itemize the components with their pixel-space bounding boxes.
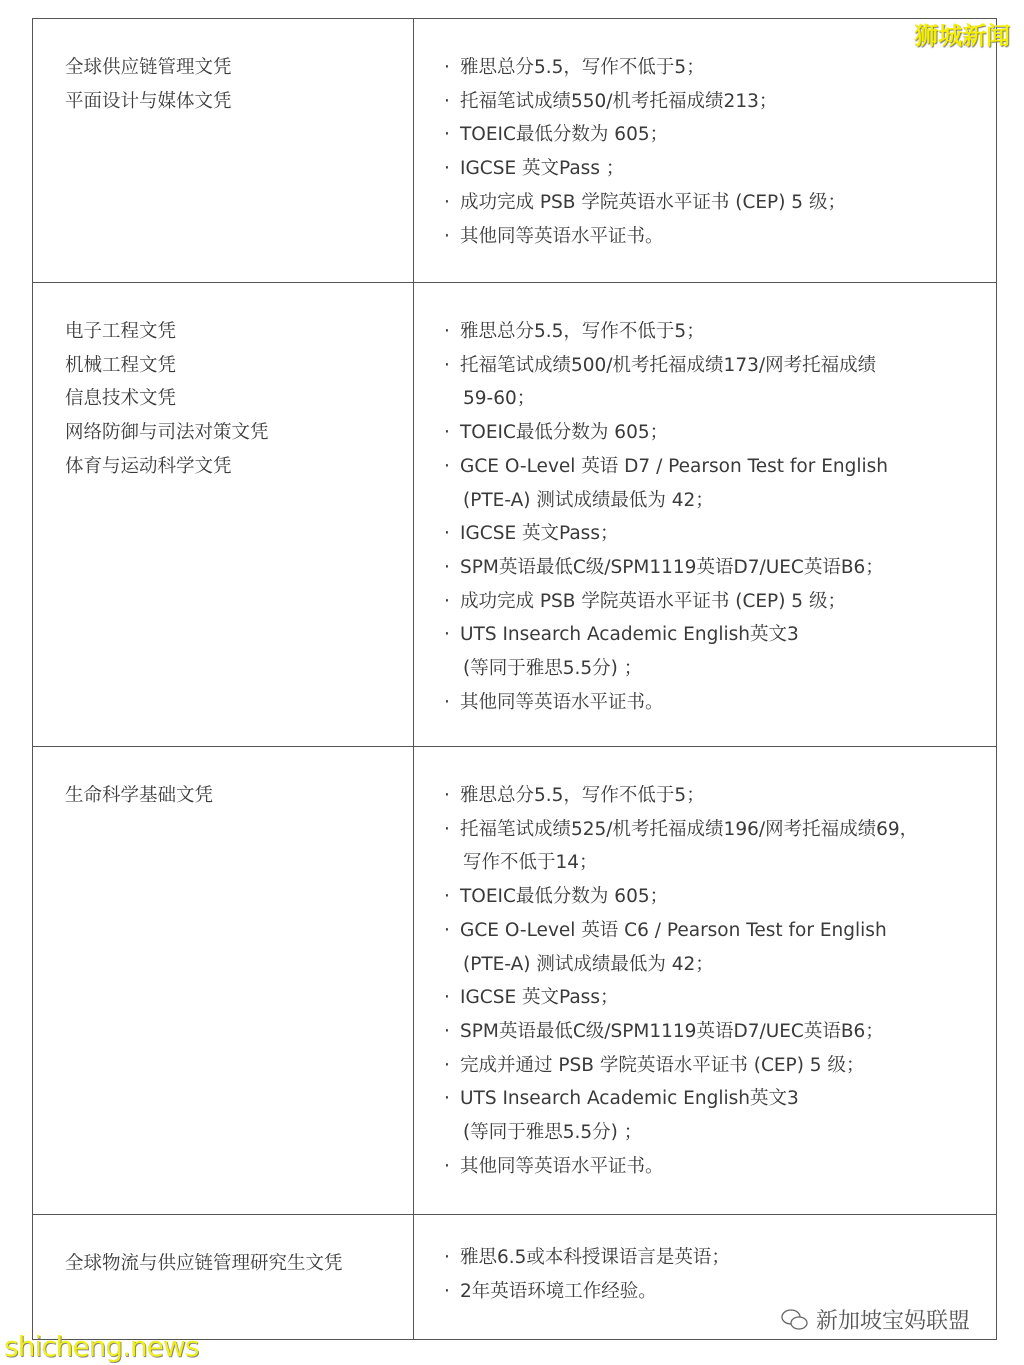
requirement-item xyxy=(444,1049,996,1083)
bullet: · xyxy=(444,886,450,908)
requirement-item xyxy=(444,349,996,416)
requirement-text xyxy=(460,779,996,813)
bullet: · xyxy=(444,1155,450,1177)
requirement-text xyxy=(460,1082,996,1149)
program-name: 信息技术文凭 xyxy=(65,388,177,410)
requirement-item xyxy=(444,152,996,186)
bullet: · xyxy=(444,57,450,78)
program-name: 电子工程文凭 xyxy=(65,321,177,342)
program-name: 机械工程文凭 xyxy=(65,354,177,376)
requirement-item xyxy=(444,220,996,254)
wechat-icon xyxy=(780,1307,810,1333)
bullet: · xyxy=(444,321,450,342)
requirement-text xyxy=(460,186,996,220)
requirement-line: IGCSE 英文Pass； xyxy=(460,987,619,1009)
requirement-line: GCE O-Level 英语 D7 / Pearson Test for English xyxy=(460,455,888,477)
requirement-line: 写作不低于14； xyxy=(463,852,598,874)
requirement-line: SPM英语最低C级/SPM1119英语D7/UEC英语B6； xyxy=(460,556,884,578)
table-row xyxy=(33,747,997,1215)
requirement-line: 雅思总分5.5，写作不低于5； xyxy=(460,785,705,806)
requirement-item xyxy=(444,1241,996,1275)
requirement-text xyxy=(460,981,996,1015)
requirement-line: (等同于雅思5.5分) ； xyxy=(463,658,643,680)
requirement-item xyxy=(444,880,996,914)
requirement-text xyxy=(460,1015,996,1049)
wechat-account-watermark xyxy=(780,1304,970,1335)
requirement-line: 雅思总分5.5，写作不低于5； xyxy=(460,321,705,342)
requirement-line: 其他同等英语水平证书。 xyxy=(460,225,664,247)
requirement-text xyxy=(460,450,996,517)
bullet: · xyxy=(444,1280,450,1302)
requirement-item xyxy=(444,1082,996,1149)
requirement-text xyxy=(460,914,996,981)
requirement-line: 其他同等英语水平证书。 xyxy=(460,691,664,713)
requirements-table xyxy=(32,18,997,1340)
requirement-text xyxy=(460,51,996,85)
requirement-line: 成功完成 PSB 学院英语水平证书 (CEP) 5 级； xyxy=(460,191,846,213)
requirement-text xyxy=(460,618,996,685)
requirements-cell xyxy=(414,747,997,1215)
bullet: · xyxy=(444,590,450,612)
requirement-text xyxy=(460,686,996,720)
requirement-item xyxy=(444,779,996,813)
requirement-text xyxy=(460,551,996,585)
requirements-cell xyxy=(414,283,997,747)
requirement-item xyxy=(444,450,996,517)
requirement-line: IGCSE 英文Pass ； xyxy=(460,158,625,180)
requirement-line: 2年英语环境工作经验。 xyxy=(460,1280,657,1302)
requirement-item xyxy=(444,1015,996,1049)
requirement-line: 完成并通过 PSB 学院英语水平证书 (CEP) 5 级； xyxy=(460,1054,865,1076)
requirement-text xyxy=(460,85,996,119)
requirement-text xyxy=(460,315,996,349)
table-row xyxy=(33,283,997,747)
requirement-text xyxy=(460,118,996,152)
requirement-line: 雅思6.5或本科授课语言是英语； xyxy=(460,1247,730,1268)
bullet: · xyxy=(444,556,450,578)
requirement-item xyxy=(444,85,996,119)
bullet: · xyxy=(444,1247,450,1268)
requirement-line: 成功完成 PSB 学院英语水平证书 (CEP) 5 级； xyxy=(460,590,846,612)
requirement-item xyxy=(444,1150,996,1184)
bullet: · xyxy=(444,158,450,180)
bullet: · xyxy=(444,1020,450,1042)
bullet: · xyxy=(444,987,450,1009)
requirement-item xyxy=(444,914,996,981)
requirement-line: IGCSE 英文Pass； xyxy=(460,523,619,545)
bullet: · xyxy=(444,124,450,146)
requirement-line: (PTE-A) 测试成绩最低为 42； xyxy=(463,953,714,975)
account-name: 新加坡宝妈联盟 xyxy=(816,1309,971,1334)
requirement-item xyxy=(444,416,996,450)
requirement-text xyxy=(460,585,996,619)
bullet: · xyxy=(444,422,450,444)
requirements-cell xyxy=(414,19,997,283)
requirement-line: 雅思总分5.5，写作不低于5； xyxy=(460,57,705,78)
requirement-text xyxy=(460,416,996,450)
requirement-item xyxy=(444,315,996,349)
requirement-item xyxy=(444,118,996,152)
bullet: · xyxy=(444,1088,450,1110)
bullet: · xyxy=(444,624,450,646)
requirement-text xyxy=(460,1049,996,1083)
requirement-line: GCE O-Level 英语 C6 / Pearson Test for English xyxy=(460,919,887,941)
requirement-text xyxy=(460,152,996,186)
program-name: 网络防御与司法对策文凭 xyxy=(65,422,269,444)
requirement-item xyxy=(444,551,996,585)
watermark-top: 狮城新闻 xyxy=(914,22,1010,50)
program-cell xyxy=(33,19,414,283)
bullet: · xyxy=(444,523,450,545)
bullet: · xyxy=(444,90,450,112)
requirement-item xyxy=(444,618,996,685)
requirement-line: 托福笔试成绩550/机考托福成绩213； xyxy=(460,90,778,112)
bullet: · xyxy=(444,191,450,213)
program-name: 全球物流与供应链管理研究生文凭 xyxy=(65,1253,343,1274)
requirement-text xyxy=(460,813,996,880)
program-name: 全球供应链管理文凭 xyxy=(65,57,232,78)
program-cell xyxy=(33,747,414,1215)
requirement-line: (PTE-A) 测试成绩最低为 42； xyxy=(463,489,714,511)
bullet: · xyxy=(444,225,450,247)
requirement-line: TOEIC最低分数为 605； xyxy=(460,886,669,908)
bullet: · xyxy=(444,354,450,376)
requirement-text xyxy=(460,1150,996,1184)
program-name: 生命科学基础文凭 xyxy=(65,785,214,806)
requirement-line: 59-60； xyxy=(463,388,536,410)
bullet: · xyxy=(444,455,450,477)
requirement-text xyxy=(460,517,996,551)
bullet: · xyxy=(444,691,450,713)
requirement-line: UTS Insearch Academic English英文3 xyxy=(460,624,799,646)
requirement-item xyxy=(444,186,996,220)
requirement-line: 托福笔试成绩500/机考托福成绩173/网考托福成绩 xyxy=(460,354,877,376)
program-cell xyxy=(33,283,414,747)
program-name: 平面设计与媒体文凭 xyxy=(65,90,232,112)
requirement-line: UTS Insearch Academic English英文3 xyxy=(460,1088,799,1110)
requirement-line: 其他同等英语水平证书。 xyxy=(460,1155,664,1177)
requirement-text xyxy=(460,1241,996,1275)
requirement-text xyxy=(460,349,996,416)
requirement-line: SPM英语最低C级/SPM1119英语D7/UEC英语B6； xyxy=(460,1020,884,1042)
requirement-line: 托福笔试成绩525/机考托福成绩196/网考托福成绩69， xyxy=(460,818,919,840)
program-cell xyxy=(33,1215,414,1340)
requirement-line: TOEIC最低分数为 605； xyxy=(460,124,669,146)
bullet: · xyxy=(444,1054,450,1076)
watermark-bottom-left: shicheng.news xyxy=(4,1330,199,1363)
bullet: · xyxy=(444,818,450,840)
requirement-item xyxy=(444,517,996,551)
requirement-text xyxy=(460,880,996,914)
program-name: 体育与运动科学文凭 xyxy=(65,455,232,477)
requirement-item xyxy=(444,51,996,85)
requirement-line: TOEIC最低分数为 605； xyxy=(460,422,669,444)
requirement-text xyxy=(460,220,996,254)
requirement-item xyxy=(444,813,996,880)
table-row xyxy=(33,19,997,283)
bullet: · xyxy=(444,785,450,806)
requirement-item xyxy=(444,585,996,619)
requirement-item xyxy=(444,981,996,1015)
requirement-item xyxy=(444,686,996,720)
requirement-line: (等同于雅思5.5分) ； xyxy=(463,1122,643,1144)
bullet: · xyxy=(444,919,450,941)
